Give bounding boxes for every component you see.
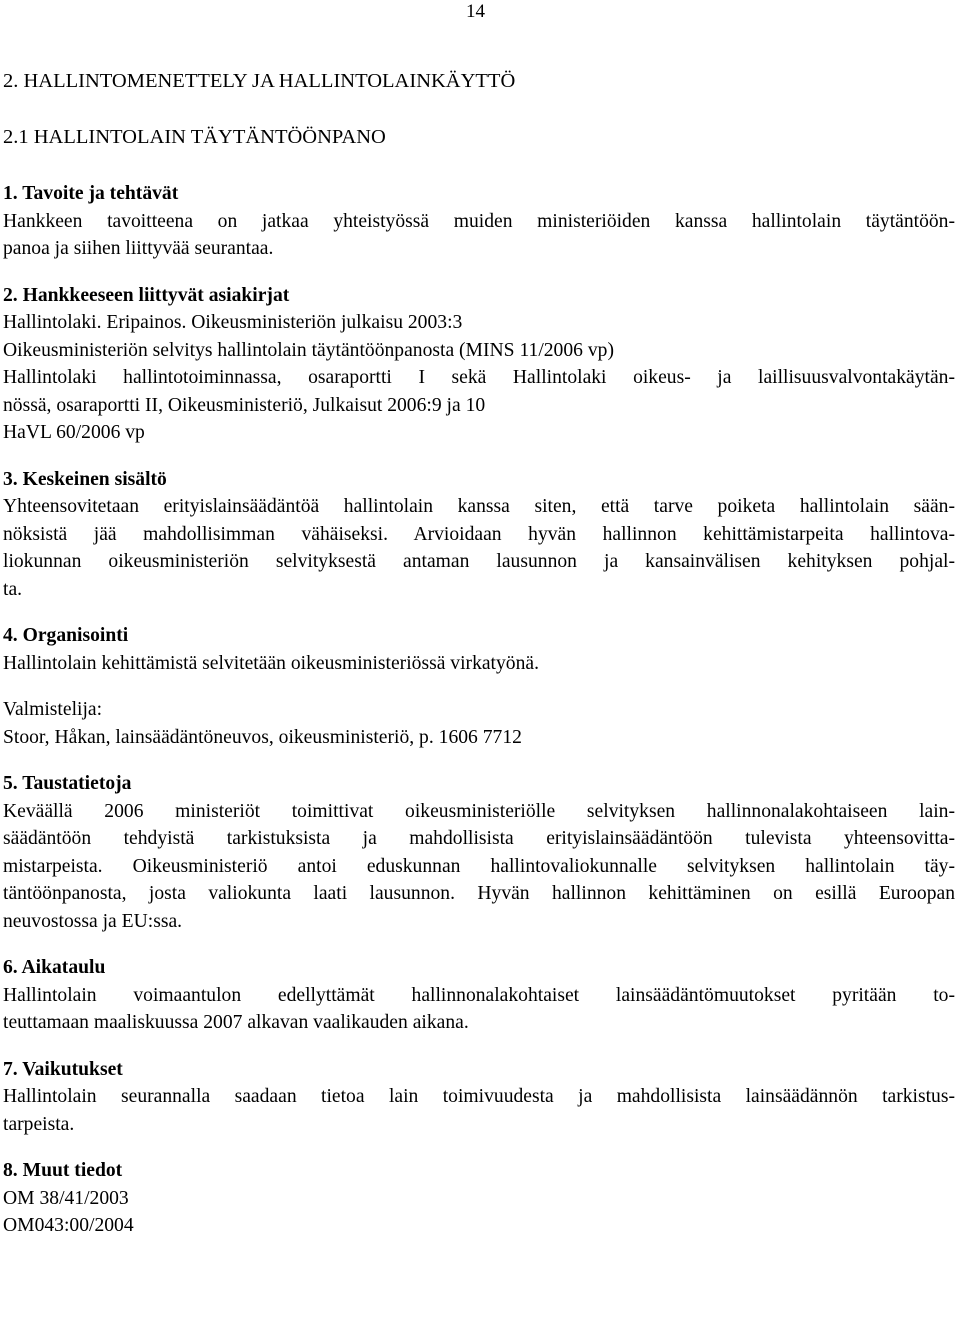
reference-number: OM 38/41/2003 [3, 1187, 129, 1209]
text-line: teuttamaan maaliskuussa 2007 alkavan vaalikauden aikana. [3, 1012, 469, 1033]
reference-number: OM043:00/2004 [3, 1215, 134, 1236]
text-line: nöksistä jää mahdollisimman vähäiseksi. Arvioidaan hyvän hallinnon kehittämistarpeita hallintova- [3, 523, 955, 545]
text-line: Keväällä 2006 ministeriöt toimittivat oikeusministeriölle selvityksen hallinnonalakohtaiseen lain- [3, 800, 955, 822]
section-body [3, 493, 955, 603]
section-other-info [3, 1157, 955, 1240]
section-title: 8. Muut tiedot [3, 1160, 123, 1181]
section-title: 1. Tavoite ja tehtävät [3, 183, 179, 204]
page-number: 14 [466, 1, 485, 22]
section-title: 3. Keskeinen sisältö [3, 468, 167, 490]
section-title: 6. Aikataulu [3, 957, 106, 978]
chapter-heading: 2. HALLINTOMENETTELY JA HALLINTOLAINKÄYTTÖ [3, 70, 516, 92]
section-main-content [3, 466, 955, 604]
section-body [3, 982, 955, 1037]
text-line: Hallintolaki. Eripainos. Oikeusministeriön julkaisu 2003:3 [3, 312, 463, 333]
section-body [3, 650, 955, 678]
section-body [3, 1185, 955, 1240]
text-line: panoa ja siihen liittyvää seurantaa. [3, 238, 274, 259]
text-line: nössä, osaraportti II, Oikeusministeriö, Julkaisut 2006:9 ja 10 [3, 394, 486, 416]
section-title: 2. Hankkeeseen liittyvät asiakirjat [3, 284, 290, 306]
text-line: Hankkeen tavoitteena on jatkaa yhteistyössä muiden ministeriöiden kanssa hallintolain täytäntöön- [3, 210, 955, 232]
section-organisation [3, 622, 955, 677]
section-title: 5. Taustatietoja [3, 773, 132, 794]
text-line: liokunnan oikeusministeriön selvityksestä antaman lausunnon ja kansainvälisen kehityksen pohjal- [3, 551, 955, 572]
text-line: tarpeista. [3, 1113, 75, 1135]
text-line: Yhteensovitetaan erityislainsäädäntöä hallintolain kanssa siten, että tarve poiketa hallintolain sään- [3, 496, 955, 517]
text-line: Hallintolain seurannalla saadaan tietoa lain toimivuudesta ja mahdollisista lainsäädännön tarkistus- [3, 1086, 955, 1107]
text-line: ta. [3, 578, 23, 600]
section-schedule [3, 954, 955, 1037]
text-line: neuvostossa ja EU:ssa. [3, 910, 183, 932]
section-impacts [3, 1056, 955, 1139]
text-line: Hallintolaki hallintotoiminnassa, osaraportti I sekä Hallintolaki oikeus- ja laillisuusvalvontakäytän- [3, 367, 955, 388]
text-line: säädäntöön tehdyistä tarkistuksista ja mahdollisista erityislainsäädäntöön tulevista yhteensovitta- [3, 828, 955, 849]
text-line: mistarpeista. Oikeusministeriö antoi eduskunnan hallintovaliokunnalle selvityksen hallintolain täy- [3, 855, 955, 877]
section-body [3, 798, 955, 936]
section-title: 7. Vaikutukset [3, 1058, 123, 1080]
text-line: Oikeusministeriön selvitys hallintolain täytäntöönpanosta (MINS 11/2006 vp) [3, 339, 614, 361]
document-body [3, 66, 955, 1259]
section-title: 4. Organisointi [3, 625, 129, 646]
text-line: Hallintolain voimaantulon edellyttämät hallinnonalakohtaiset lainsäädäntömuutokset pyritään to- [3, 984, 955, 1006]
preparer-block [3, 696, 955, 751]
section-background [3, 770, 955, 935]
section-body [3, 208, 955, 263]
subchapter-heading: 2.1 HALLINTOLAIN TÄYTÄNTÖÖNPANO [3, 126, 386, 148]
text-line: Hallintolain kehittämistä selvitetään oikeusministeriössä virkatyönä. [3, 652, 539, 674]
section-body [3, 309, 955, 447]
section-goals [3, 180, 955, 263]
text-line: HaVL 60/2006 vp [3, 422, 145, 443]
text-line: täntöönpanosta, josta valiokunta laati lausunnon. Hyvän hallinnon kehittäminen on esillä Euroopan [3, 883, 955, 904]
section-related-documents [3, 282, 955, 447]
preparer-label: Valmistelija: [3, 699, 103, 720]
section-body [3, 1083, 955, 1138]
preparer-contact: Stoor, Håkan, lainsäädäntöneuvos, oikeusministeriö, p. 1606 7712 [3, 726, 522, 748]
